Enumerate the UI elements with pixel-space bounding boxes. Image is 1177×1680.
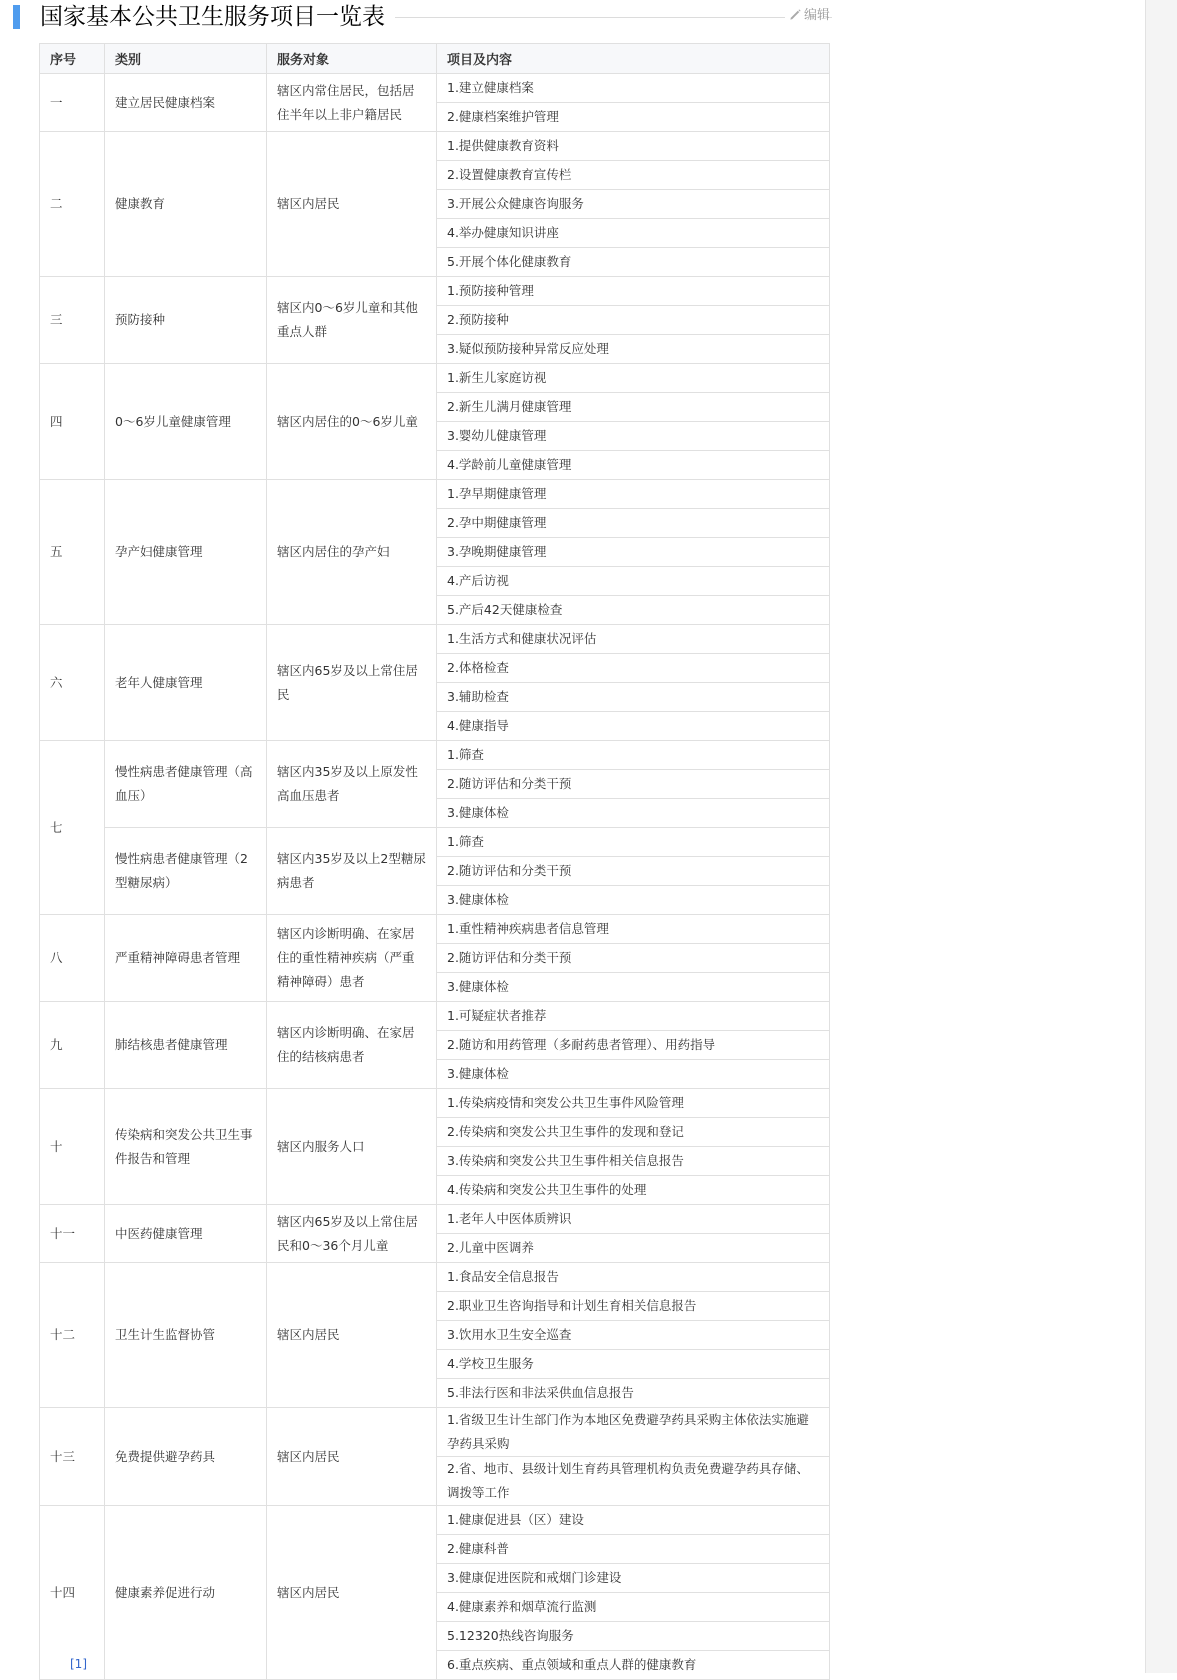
cell-serial-no: 八 [40,915,105,1002]
cell-item: 1.筛查 [437,828,830,857]
cell-item: 4.健康素养和烟草流行监测 [437,1593,830,1622]
right-scroll-gutter [1145,0,1177,1673]
section-header [0,0,832,36]
cell-category: 慢性病患者健康管理（2型糖尿病） [105,828,267,915]
footnote-reference-link[interactable]: [1] [70,1657,87,1671]
cell-item: 2.传染病和突发公共卫生事件的发现和登记 [437,1118,830,1147]
cell-service-target: 辖区内居民 [267,1263,437,1408]
cell-service-target: 辖区内服务人口 [267,1089,437,1205]
page-title: 国家基本公共卫生服务项目一览表 [40,0,395,34]
cell-item: 3.婴幼儿健康管理 [437,422,830,451]
cell-service-target: 辖区内诊断明确、在家居住的重性精神疾病（严重精神障碍）患者 [267,915,437,1002]
table-row [40,480,830,509]
table-row [40,741,830,770]
table-row [40,74,830,103]
cell-item: 5.非法行医和非法采供血信息报告 [437,1379,830,1408]
table-row [40,277,830,306]
table-row [40,1002,830,1031]
cell-item: 4.学龄前儿童健康管理 [437,451,830,480]
cell-service-target: 辖区内65岁及以上常住居民 [267,625,437,741]
table-row [40,1408,830,1457]
table-row [40,915,830,944]
cell-serial-no: 四 [40,364,105,480]
cell-item: 2.健康科普 [437,1535,830,1564]
col-header-category: 类别 [105,44,267,74]
table-row [40,364,830,393]
table-row [40,828,830,857]
cell-serial-no: 十四 [40,1506,105,1680]
cell-serial-no: 二 [40,132,105,277]
cell-item: 3.健康体检 [437,1060,830,1089]
cell-item: 1.传染病疫情和突发公共卫生事件风险管理 [437,1089,830,1118]
cell-category: 预防接种 [105,277,267,364]
table-row [40,1089,830,1118]
table-header-row [40,44,830,74]
cell-item: 3.健康促进医院和戒烟门诊建设 [437,1564,830,1593]
cell-service-target: 辖区内居民 [267,132,437,277]
cell-item: 2.新生儿满月健康管理 [437,393,830,422]
cell-service-target: 辖区内65岁及以上常住居民和0～36个月儿童 [267,1205,437,1263]
cell-category: 肺结核患者健康管理 [105,1002,267,1089]
cell-item: 4.举办健康知识讲座 [437,219,830,248]
cell-category: 免费提供避孕药具 [105,1408,267,1506]
cell-serial-no: 七 [40,741,105,915]
cell-item: 2.随访和用药管理（多耐药患者管理）、用药指导 [437,1031,830,1060]
cell-item: 2.孕中期健康管理 [437,509,830,538]
cell-item: 1.筛查 [437,741,830,770]
cell-category: 传染病和突发公共卫生事件报告和管理 [105,1089,267,1205]
cell-service-target: 辖区内居住的孕产妇 [267,480,437,625]
cell-item: 6.重点疾病、重点领域和重点人群的健康教育 [437,1651,830,1680]
cell-item: 1.省级卫生计生部门作为本地区免费避孕药具采购主体依法实施避孕药具采购 [437,1408,830,1457]
cell-category: 0～6岁儿童健康管理 [105,364,267,480]
cell-item: 1.重性精神疾病患者信息管理 [437,915,830,944]
cell-item: 2.随访评估和分类干预 [437,857,830,886]
cell-item: 2.儿童中医调养 [437,1234,830,1263]
cell-item: 3.健康体检 [437,886,830,915]
cell-item: 4.传染病和突发公共卫生事件的处理 [437,1176,830,1205]
cell-serial-no: 一 [40,74,105,132]
cell-item: 3.孕晚期健康管理 [437,538,830,567]
cell-item: 2.随访评估和分类干预 [437,770,830,799]
cell-serial-no: 三 [40,277,105,364]
cell-item: 1.建立健康档案 [437,74,830,103]
cell-item: 1.提供健康教育资料 [437,132,830,161]
cell-item: 5.产后42天健康检查 [437,596,830,625]
cell-item: 1.生活方式和健康状况评估 [437,625,830,654]
cell-item: 1.预防接种管理 [437,277,830,306]
cell-serial-no: 十一 [40,1205,105,1263]
cell-item: 2.设置健康教育宣传栏 [437,161,830,190]
pencil-icon [789,8,802,21]
table-row [40,1263,830,1292]
table-row [40,625,830,654]
cell-service-target: 辖区内35岁及以上2型糖尿病患者 [267,828,437,915]
cell-serial-no: 九 [40,1002,105,1089]
cell-service-target: 辖区内居住的0～6岁儿童 [267,364,437,480]
cell-item: 3.健康体检 [437,799,830,828]
col-header-content: 项目及内容 [437,44,830,74]
col-header-target: 服务对象 [267,44,437,74]
edit-label: 编辑 [804,8,831,23]
cell-serial-no: 十二 [40,1263,105,1408]
cell-item: 3.疑似预防接种异常反应处理 [437,335,830,364]
cell-service-target: 辖区内常住居民，包括居住半年以上非户籍居民 [267,74,437,132]
cell-serial-no: 六 [40,625,105,741]
cell-item: 5.开展个体化健康教育 [437,248,830,277]
cell-serial-no: 五 [40,480,105,625]
cell-item: 3.传染病和突发公共卫生事件相关信息报告 [437,1147,830,1176]
cell-item: 4.学校卫生服务 [437,1350,830,1379]
cell-service-target: 辖区内0～6岁儿童和其他重点人群 [267,277,437,364]
services-table [39,43,830,1680]
cell-category: 慢性病患者健康管理（高血压） [105,741,267,828]
cell-item: 2.随访评估和分类干预 [437,944,830,973]
cell-serial-no: 十三 [40,1408,105,1506]
cell-category: 卫生计生监督协管 [105,1263,267,1408]
cell-item: 3.辅助检查 [437,683,830,712]
cell-item: 1.孕早期健康管理 [437,480,830,509]
cell-category: 健康素养促进行动 [105,1506,267,1680]
cell-item: 1.新生儿家庭访视 [437,364,830,393]
edit-button[interactable] [785,6,830,26]
cell-item: 1.老年人中医体质辨识 [437,1205,830,1234]
cell-item: 3.饮用水卫生安全巡查 [437,1321,830,1350]
cell-item: 2.职业卫生咨询指导和计划生育相关信息报告 [437,1292,830,1321]
cell-item: 1.可疑症状者推荐 [437,1002,830,1031]
cell-category: 孕产妇健康管理 [105,480,267,625]
cell-service-target: 辖区内居民 [267,1408,437,1506]
cell-item: 2.预防接种 [437,306,830,335]
cell-category: 严重精神障碍患者管理 [105,915,267,1002]
cell-category: 老年人健康管理 [105,625,267,741]
cell-item: 2.健康档案维护管理 [437,103,830,132]
cell-item: 4.健康指导 [437,712,830,741]
cell-item: 4.产后访视 [437,567,830,596]
cell-service-target: 辖区内35岁及以上原发性高血压患者 [267,741,437,828]
cell-item: 3.健康体检 [437,973,830,1002]
cell-service-target: 辖区内诊断明确、在家居住的结核病患者 [267,1002,437,1089]
cell-item: 1.食品安全信息报告 [437,1263,830,1292]
title-accent-bar [13,5,20,29]
cell-item: 2.体格检查 [437,654,830,683]
table-row [40,132,830,161]
cell-item: 5.12320热线咨询服务 [437,1622,830,1651]
table-row [40,1205,830,1234]
col-header-no: 序号 [40,44,105,74]
cell-category: 建立居民健康档案 [105,74,267,132]
cell-service-target: 辖区内居民 [267,1506,437,1680]
cell-serial-no: 十 [40,1089,105,1205]
table-row [40,1506,830,1535]
cell-category: 中医药健康管理 [105,1205,267,1263]
cell-category: 健康教育 [105,132,267,277]
cell-item: 1.健康促进县（区）建设 [437,1506,830,1535]
cell-item: 2.省、地市、县级计划生育药具管理机构负责免费避孕药具存储、调拨等工作 [437,1457,830,1506]
cell-item: 3.开展公众健康咨询服务 [437,190,830,219]
table-body [40,74,830,1680]
